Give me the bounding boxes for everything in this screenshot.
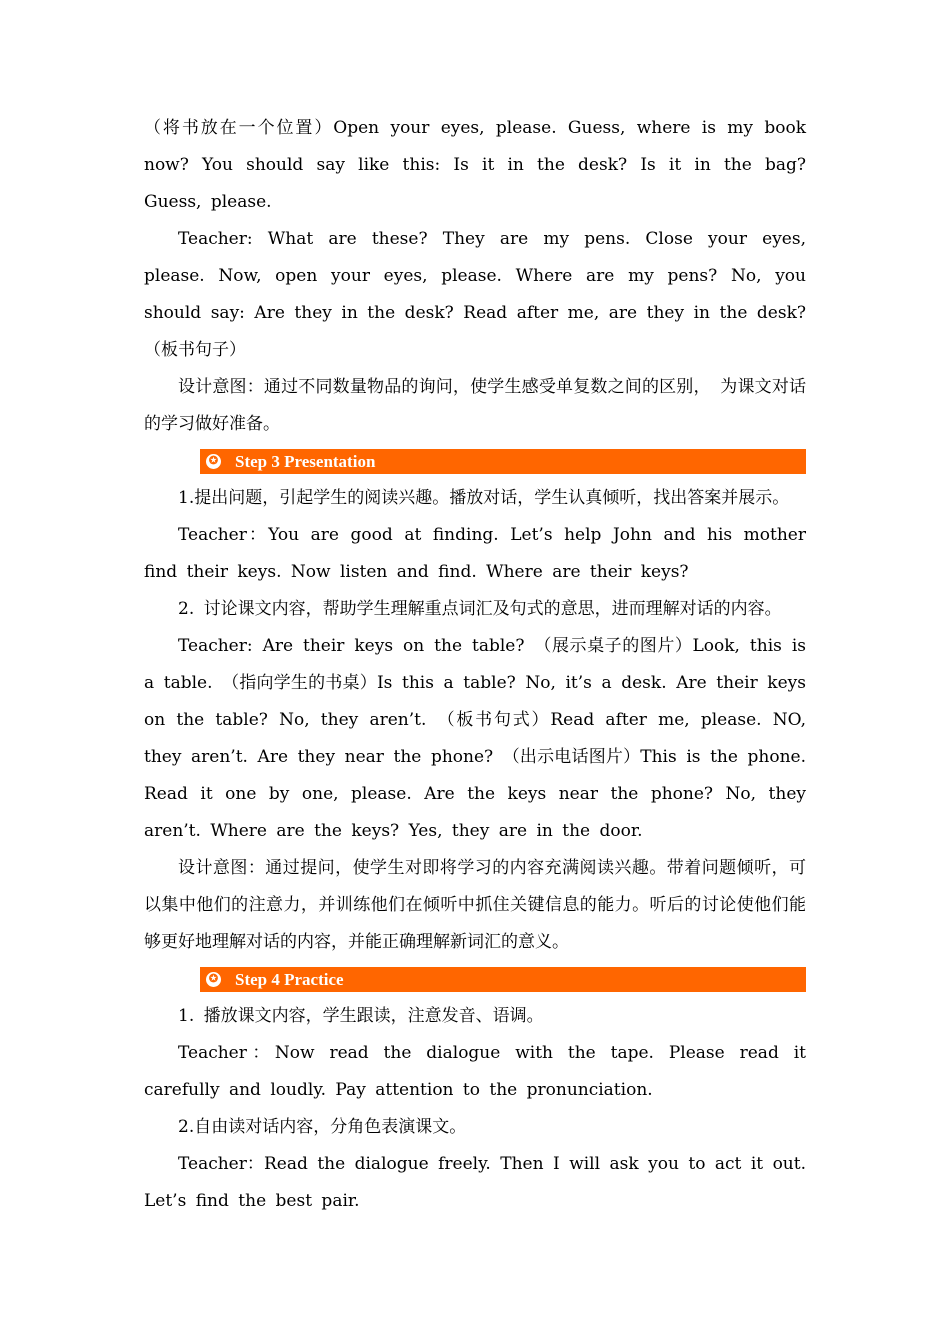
paragraph: 1.提出问题，引起学生的阅读兴趣。播放对话，学生认真倾听，找出答案并展示。 (178, 488, 790, 508)
document-page (144, 110, 806, 1220)
design-intent-paragraph: 设计意图：通过不同数量物品的询问，使学生感受单复数之间的区别， 为课文对话的学习做好准备。 (144, 377, 806, 434)
paragraph: Teacher: What are these? They are my pens. Close your eyes, please. Now, open your eyes, please. Where are my pens? No, you should say: Are they in the desk? Read after me, are they in the desk? （板书句子） (144, 229, 806, 360)
step3-heading-label: Step 3 Presentation (235, 451, 376, 471)
paragraph: Teacher：You are good at finding. Let’s help John and his mother find their keys. Now listen and find. Where are their keys? (144, 525, 806, 582)
paragraph: （将书放在一个位置）Open your eyes, please. Guess, where is my book now? You should say like this: Is it in the desk? Is it in the bag? Guess, please. (144, 118, 806, 212)
paragraph: Teacher: Are their keys on the table? （展示桌子的图片）Look, this is a table. （指向学生的书桌）Is this a table? No, it’s a desk. Are their keys on the table? No, they aren’t. （板书句式）Read after me, please. NO, they aren’t. Are they near the phone? （出示电话图片）This is the phone. Read it one by one, please. Are the keys near the phone? No, they aren’t. Where are the keys? Yes, they are in the door. (144, 636, 806, 841)
step3-heading-bar (200, 449, 806, 474)
step4-heading-label: Step 4 Practice (235, 969, 344, 989)
paragraph: 1. 播放课文内容，学生跟读，注意发音、语调。 (178, 1006, 544, 1026)
design-intent-paragraph: 设计意图：通过提问，使学生对即将学习的内容充满阅读兴趣。带着问题倾听，可以集中他们的注意力，并训练他们在倾听中抓住关键信息的能力。听后的讨论使他们能够更好地理解对话的内容，并能正确理解新词汇的意义。 (144, 858, 806, 952)
star-circle-icon: ✪ (206, 972, 221, 987)
step4-heading-bar (200, 967, 806, 992)
paragraph: Teacher：Now read the dialogue with the tape. Please read it carefully and loudly. Pay attention to the pronunciation. (144, 1043, 806, 1100)
star-circle-icon: ✪ (206, 454, 221, 469)
paragraph: 2.自由读对话内容，分角色表演课文。 (178, 1117, 467, 1137)
paragraph: 2. 讨论课文内容，帮助学生理解重点词汇及句式的意思，进而理解对话的内容。 (178, 599, 782, 619)
paragraph: Teacher：Read the dialogue freely. Then I will ask you to act it out. Let’s find the best pair. (144, 1154, 806, 1211)
